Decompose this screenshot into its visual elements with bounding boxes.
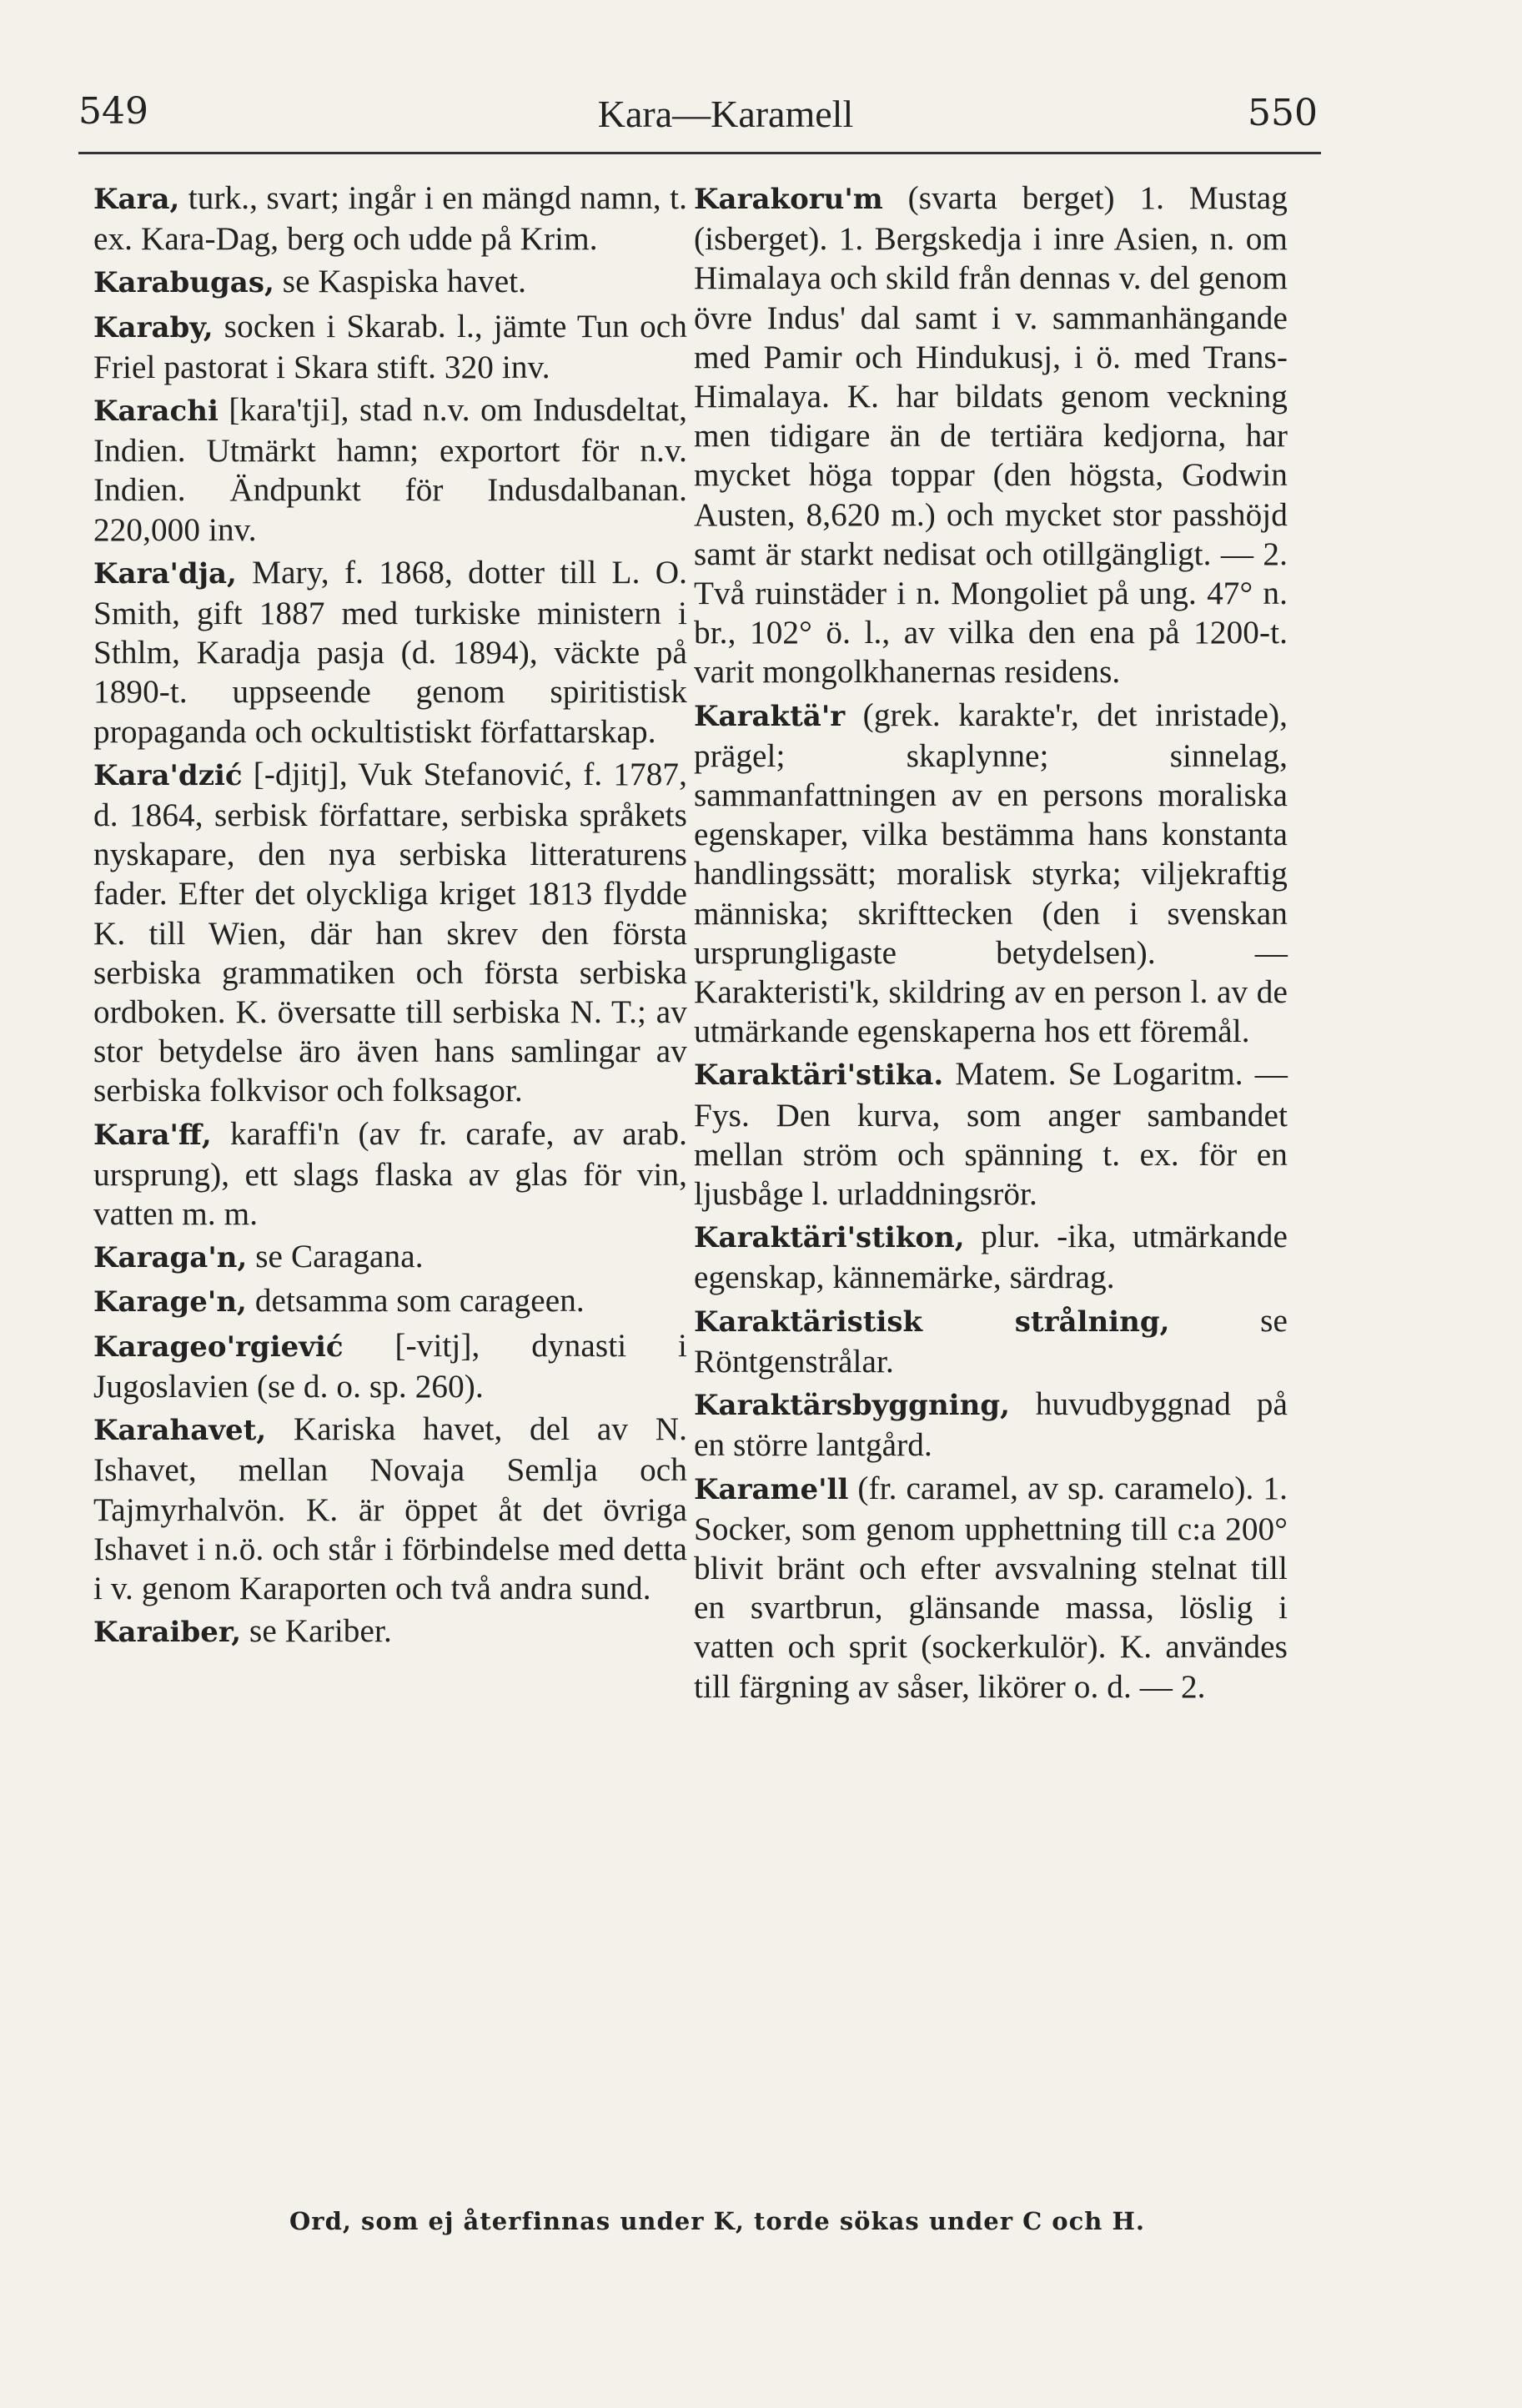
entry <box>694 696 1288 1052</box>
entry-text: [kara'tji], stad n.v. om Indusdeltat, Indien. Utmärkt hamn; exportort för n.v. Indien. Ändpunkt för Indusdalbanan. 220,000 inv. <box>93 392 687 548</box>
entry-text: plur. -ika, utmärkande egenskap, kännemärke, särdrag. <box>694 1219 1288 1296</box>
entry-text: se Kaspiska havet. <box>282 264 527 300</box>
entry <box>694 178 1288 692</box>
headword: Karahavet, <box>93 1414 267 1448</box>
entry-text: huvudbyggnad på en större lantgård. <box>694 1386 1288 1464</box>
headword: Karageo'rgiević <box>93 1330 344 1364</box>
entry-text: [-djitj], Vuk Stefanović, f. 1787, d. 1864, serbisk författare, serbiska språkets nyskapare, den nya serbiska litteraturens fader. Efter det olyckliga kriget 1813 flydde K. till Wien, där han skrev den första serbiska grammatiken och första serbiska ordboken. K. översatte till serbiska N. T.; av stor betydelse äro även hans samlingar av serbiska folkvisor och folksagor. <box>93 756 687 1109</box>
entry <box>93 262 687 303</box>
entry-text: (svarta berget) 1. Mustag (isberget). 1. Bergskedja i inre Asien, n. om Himalaya och skild från dennas v. del genom övre Indus' dal samt i v. sammanhängande med Pamir och Hindukusj, i ö. med Trans-Himalaya. K. har bildats genom veckning men tidigare än de tertiära kedjorna, har mycket höga toppar (den högsta, Godwin Austen, 8,620 m.) och mycket stor passhöjd samt är starkt nedisat och otillgängligt. — 2. Två ruinstäder i n. Mongoliet på ung. 47° n. br., 102° ö. l., av vilka den ena på 1200-t. varit mongolkhanernas residens. <box>694 180 1288 691</box>
entry <box>93 307 687 387</box>
headword: Karaktärsbyggning, <box>694 1389 1010 1423</box>
entry-text: se Caragana. <box>255 1239 424 1275</box>
headword: Karame'll <box>694 1472 849 1506</box>
headword: Kara, <box>93 183 180 216</box>
right-page-number: 550 <box>1248 92 1318 134</box>
headword: Karage'n, <box>93 1285 247 1320</box>
entry-text: karaffi'n (av fr. carafe, av arab. ursprung), ett slags flaska av glas för vin, vatten m. m. <box>93 1115 687 1233</box>
entry <box>694 1385 1288 1465</box>
entry-text: [-vitj], dynasti i Jugoslavien (se d. o. sp. 260). <box>93 1327 687 1405</box>
headword: Karakoru'm <box>694 183 883 216</box>
entry-text: Kariska havet, del av N. Ishavet, mellan Novaja Semlja och Tajmyrhalvön. K. är öppet åt det övriga Ishavet i n.ö. och står i förbindelse med detta i v. genom Karaporten och två andra sund. <box>93 1411 687 1606</box>
entry-text: se Röntgenstrålar. <box>694 1302 1288 1380</box>
entry <box>93 755 687 1111</box>
entry <box>93 1410 687 1608</box>
entry-text: detsamma som carageen. <box>254 1283 585 1320</box>
entry-text: Matem. Se Logaritm. — Fys. Den kurva, som anger sambandet mellan ström och spänning t. ex. för en ljusbåge l. urladdningsrör. <box>694 1056 1288 1213</box>
entry <box>694 1469 1288 1707</box>
entry-text: socken i Skarab. l., jämte Tun och Friel pastorat i Skara stift. 320 inv. <box>93 308 687 385</box>
headword: Karaby, <box>93 310 213 344</box>
entry <box>694 1054 1288 1214</box>
entry <box>93 1114 687 1234</box>
header-rule <box>78 152 1321 154</box>
footer-note: Ord, som ej återfinnas under K, torde sökas under C och H. <box>289 2207 1145 2235</box>
entry-text: se Kariber. <box>249 1613 392 1650</box>
entry-text: Mary, f. 1868, dotter till L. O. Smith, gift 1887 med turkiske ministern i Sthlm, Karadja pasja (d. 1894), väckte på 1890-t. uppseende genom spiritistisk propaganda och ockultistiskt författarskap. <box>93 554 687 750</box>
entry <box>93 390 687 550</box>
headword: Karaiber, <box>93 1616 242 1650</box>
left-page-number: 549 <box>78 90 148 133</box>
headword: Karaktäri'stikon, <box>694 1221 965 1255</box>
entry <box>93 1326 687 1406</box>
left-column <box>93 178 687 1656</box>
headword: Kara'dja, <box>93 556 237 591</box>
headword: Karaktäri'stika. <box>694 1058 944 1093</box>
entry <box>93 1281 687 1322</box>
headword: Karaktä'r <box>694 699 846 733</box>
entry-text: turk., svart; ingår i en mängd namn, t. ex. Kara-Dag, berg och udde på Krim. <box>93 180 687 258</box>
headword: Karachi <box>93 395 219 429</box>
entry-text: (fr. caramel, av sp. caramelo). 1. Socker, som genom upphettning till c:a 200° blivit bränt och efter avsvalning stelnat till en svartbrun, glänsande massa, löslig i vatten och sprit (sockerkulör). K. användes till färgning av såser, likörer o. d. — 2. <box>694 1470 1288 1705</box>
headword: Karaktäristisk strålning, <box>694 1305 1170 1339</box>
entry <box>93 178 687 259</box>
entry-text: (grek. karakte'r, det inristade), prägel; skaplynne; sinnelag, sammanfattningen av en persons moraliska egenskaper, vilka bestämma hans konstanta handlingssätt; moralisk styrka; viljekraftig människa; skrifttecken (den i svenskan ursprungligaste betydelsen). — Karakteristi'k, skildring av en person l. av de utmärkande egenskaperna hos ett föremål. <box>694 696 1288 1050</box>
headword: Karabugas, <box>93 266 274 300</box>
right-column <box>694 178 1288 1710</box>
headword: Kara'ff, <box>93 1118 212 1152</box>
entry <box>694 1301 1288 1381</box>
headword: Karaga'n, <box>93 1241 248 1275</box>
entry <box>93 1237 687 1278</box>
headword: Kara'dzić <box>93 758 243 792</box>
entry <box>93 1611 687 1652</box>
page-title: Kara—Karamell <box>597 93 854 135</box>
entry <box>694 1217 1288 1297</box>
entry <box>93 553 687 752</box>
